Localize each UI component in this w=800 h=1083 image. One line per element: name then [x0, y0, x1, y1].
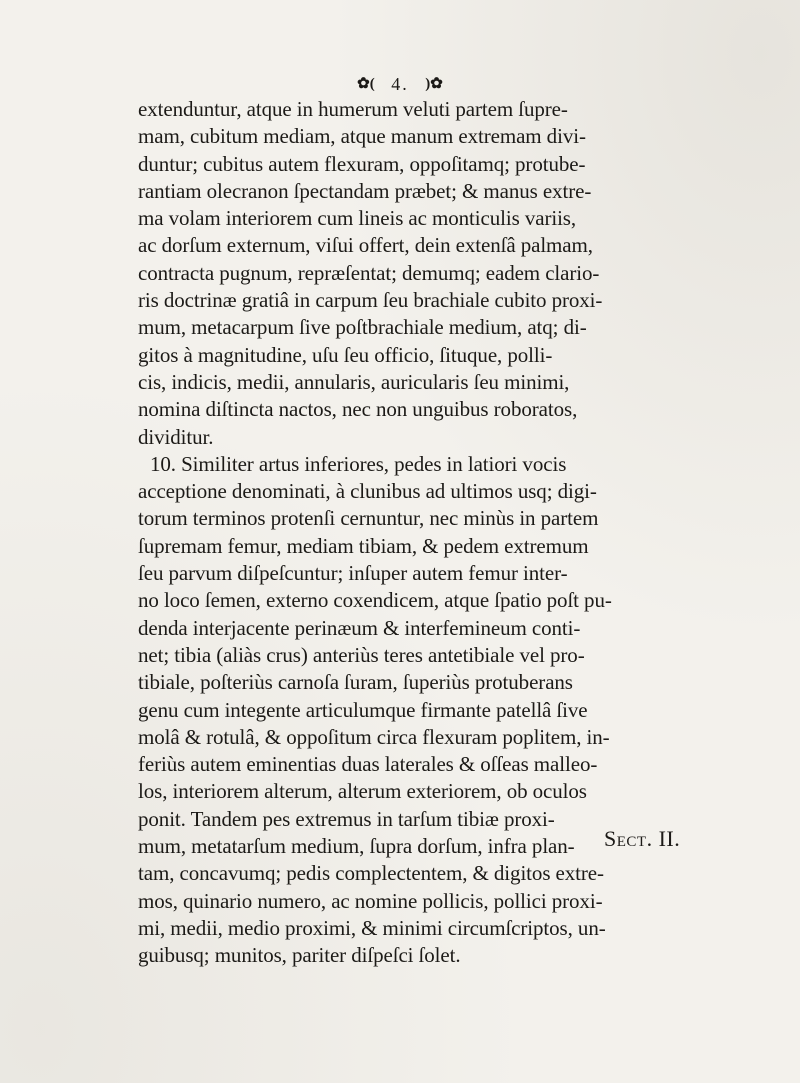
text-line: mam, cubitum mediam, atque manum extremam divi- [138, 124, 586, 149]
right-ornament: )✿ [425, 75, 443, 92]
catchword [604, 825, 680, 853]
text-line: ris doctrinæ gratiâ in carpum ſeu brachiale cubito proxi- [138, 288, 603, 313]
text-line: mos, quinario numero, ac nomine pollicis, pollici proxi- [138, 888, 603, 913]
text-line: dividitur. [138, 424, 214, 449]
text-line: nomina diſtincta nactos, nec non unguibus roboratos, [138, 397, 578, 422]
text-line: contracta pugnum, repræſentat; demumq; eadem clario- [138, 260, 600, 285]
text-line: molâ & rotulâ, & oppoſitum circa flexuram poplitem, in- [138, 724, 610, 749]
catchword-text: Sect. II. [604, 826, 681, 851]
text-line: cis, indicis, medii, annularis, auricularis ſeu minimi, [138, 369, 570, 394]
text-line: ſupremam femur, mediam tibiam, & pedem extremum [138, 533, 589, 558]
page-number: 4. [391, 73, 409, 94]
page-header [0, 70, 800, 96]
text-line: extenduntur, atque in humerum veluti partem ſupre- [138, 97, 568, 121]
text-line: rantiam olecranon ſpectandam præbet; & manus extre- [138, 178, 592, 203]
text-line: tam, concavumq; pedis complectentem, & digitos extre- [138, 861, 604, 886]
left-ornament: ✿( [357, 75, 375, 92]
text-line: feriùs autem eminentias duas laterales & oſſeas malleo- [138, 752, 598, 777]
text-line: no loco ſemen, externo coxendicem, atque ſpatio poſt pu- [138, 588, 612, 613]
text-line: duntur; cubitus autem flexuram, oppoſitamq; protube- [138, 151, 586, 176]
text-line: mum, metatarſum medium, ſupra dorſum, infra plan- [138, 834, 575, 859]
text-line: denda interjacente perinæum & interfemineum conti- [138, 615, 581, 640]
text-line: mi, medii, medio proximi, & minimi circumſcriptos, un- [138, 915, 606, 940]
text-line: gitos à magnitudine, uſu ſeu officio, ſituque, polli- [138, 342, 553, 367]
text-line: acceptione denominati, à clunibus ad ultimos usq; digi- [138, 479, 597, 504]
text-line: mum, metacarpum ſive poſtbrachiale medium, atq; di- [138, 315, 587, 340]
text-line: tibiale, poſteriùs carnoſa ſuram, ſuperiùs protuberans [138, 670, 573, 695]
text-line: ac dorſum externum, viſui offert, dein extenſâ palmam, [138, 233, 593, 258]
text-line: guibusq; munitos, pariter diſpeſci ſolet. [138, 943, 461, 968]
text-line: ſeu parvum diſpeſcuntur; inſuper autem femur inter- [138, 561, 568, 586]
paragraph-start-line: 10. Similiter artus inferiores, pedes in latiori vocis [150, 451, 567, 476]
text-line: net; tibia (aliàs crus) anteriùs teres antetibiale vel pro- [138, 642, 585, 667]
text-line: genu cum integente articulumque firmante patellâ ſive [138, 697, 588, 722]
text-line: ma volam interiorem cum lineis ac monticulis variis, [138, 206, 577, 231]
text-line: los, interiorem alterum, alterum exteriorem, ob oculos [138, 779, 587, 804]
text-line: torum terminos protenſi cernuntur, nec minùs in partem [138, 506, 599, 531]
text-line: ponit. Tandem pes extremus in tarſum tibiæ proxi- [138, 806, 555, 831]
